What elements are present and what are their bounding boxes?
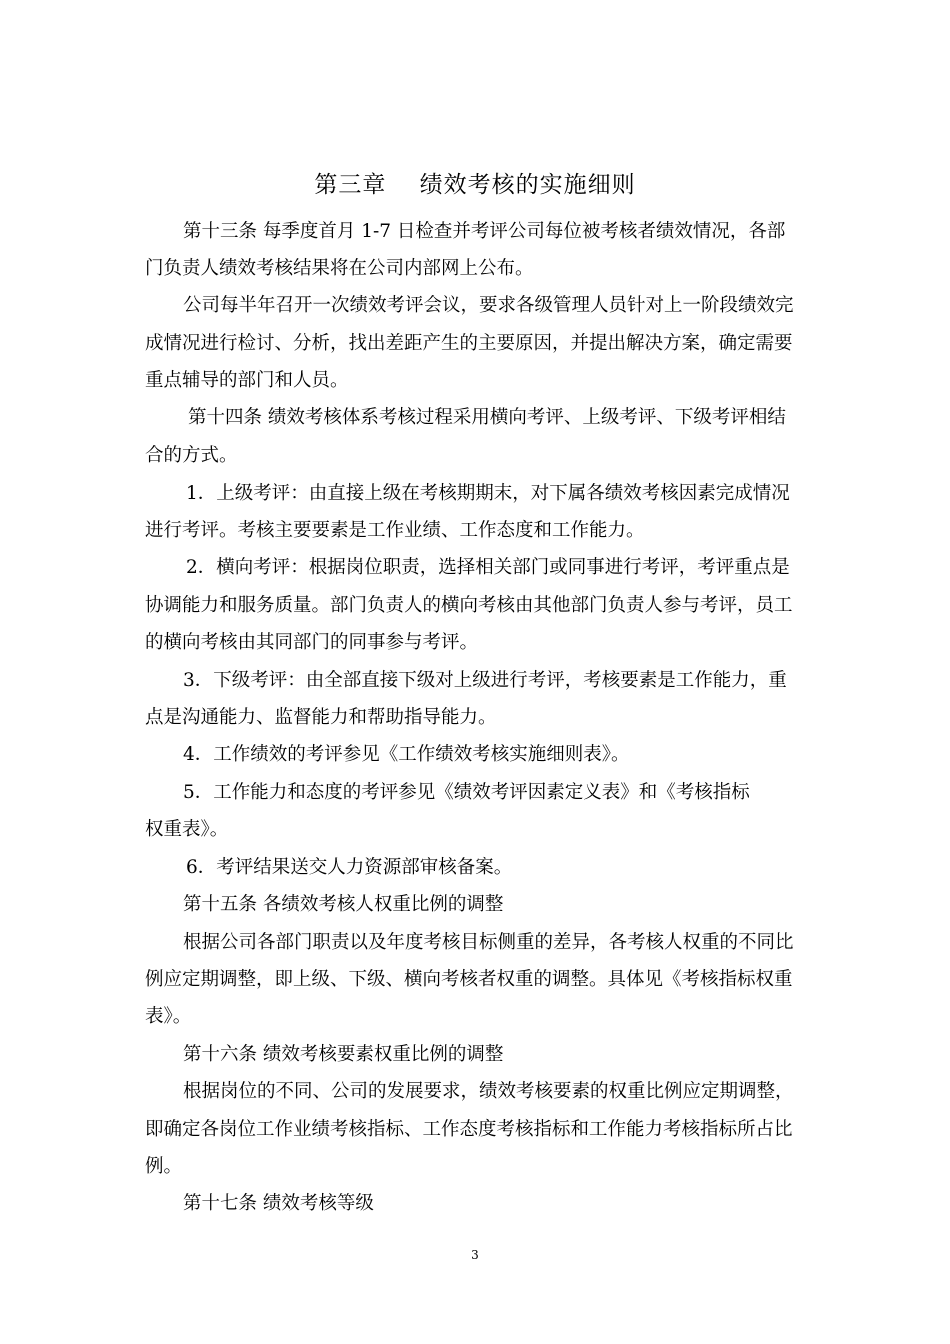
paragraph-line: 2．横向考评：根据岗位职责，选择相关部门或同事进行考评，考评重点是: [186, 557, 790, 578]
article-heading: 第十七条 绩效考核等级: [183, 1193, 374, 1214]
chapter-title: 第三章 绩效考核的实施细则: [314, 172, 636, 198]
paragraph-line: 第十三条 每季度首月 1-7 日检查并考评公司每位被考核者绩效情况，各部: [183, 221, 786, 242]
paragraph-line: 例。: [145, 1156, 183, 1177]
paragraph-line: 成情况进行检讨、分析，找出差距产生的主要原因，并提出解决方案，确定需要: [145, 333, 793, 354]
paragraph-line: 3．下级考评：由全部直接下级对上级进行考评，考核要素是工作能力，重: [183, 670, 787, 691]
paragraph-line: 4．工作绩效的考评参见《工作绩效考核实施细则表》。: [183, 744, 630, 765]
paragraph-line: 根据岗位的不同、公司的发展要求，绩效考核要素的权重比例应定期调整，: [183, 1081, 794, 1102]
paragraph-line: 进行考评。考核主要要素是工作业绩、工作态度和工作能力。: [145, 520, 645, 541]
article-heading: 第十五条 各绩效考核人权重比例的调整: [183, 894, 504, 915]
paragraph-line: 例应定期调整，即上级、下级、横向考核者权重的调整。具体见《考核指标权重: [145, 969, 793, 990]
paragraph-line: 的横向考核由其同部门的同事参与考评。: [145, 632, 479, 653]
article-heading: 第十六条 绩效考核要素权重比例的调整: [183, 1044, 504, 1065]
paragraph-line: 协调能力和服务质量。部门负责人的横向考核由其他部门负责人参与考评，员工: [145, 595, 793, 616]
paragraph-line: 1．上级考评：由直接上级在考核期期末，对下属各绩效考核因素完成情况: [186, 483, 790, 504]
page-number: 3: [471, 1248, 479, 1262]
paragraph-line: 门负责人绩效考核结果将在公司内部网上公布。: [145, 258, 534, 279]
paragraph-line: 点是沟通能力、监督能力和帮助指导能力。: [145, 707, 497, 728]
paragraph-line: 重点辅导的部门和人员。: [145, 370, 349, 391]
paragraph-line: 5．工作能力和态度的考评参见《绩效考评因素定义表》和《考核指标: [183, 782, 750, 803]
paragraph-line: 第十四条 绩效考核体系考核过程采用横向考评、上级考评、下级考评相结: [188, 407, 786, 428]
paragraph-line: 根据公司各部门职责以及年度考核目标侧重的差异，各考核人权重的不同比: [183, 932, 794, 953]
paragraph-line: 6．考评结果送交人力资源部审核备案。: [186, 857, 513, 878]
paragraph-line: 即确定各岗位工作业绩考核指标、工作态度考核指标和工作能力考核指标所占比: [145, 1119, 793, 1140]
paragraph-line: 合的方式。: [145, 445, 238, 466]
paragraph-line: 公司每半年召开一次绩效考评会议，要求各级管理人员针对上一阶段绩效完: [183, 295, 794, 316]
paragraph-line: 权重表》。: [145, 819, 229, 840]
paragraph-line: 表》。: [145, 1006, 192, 1027]
